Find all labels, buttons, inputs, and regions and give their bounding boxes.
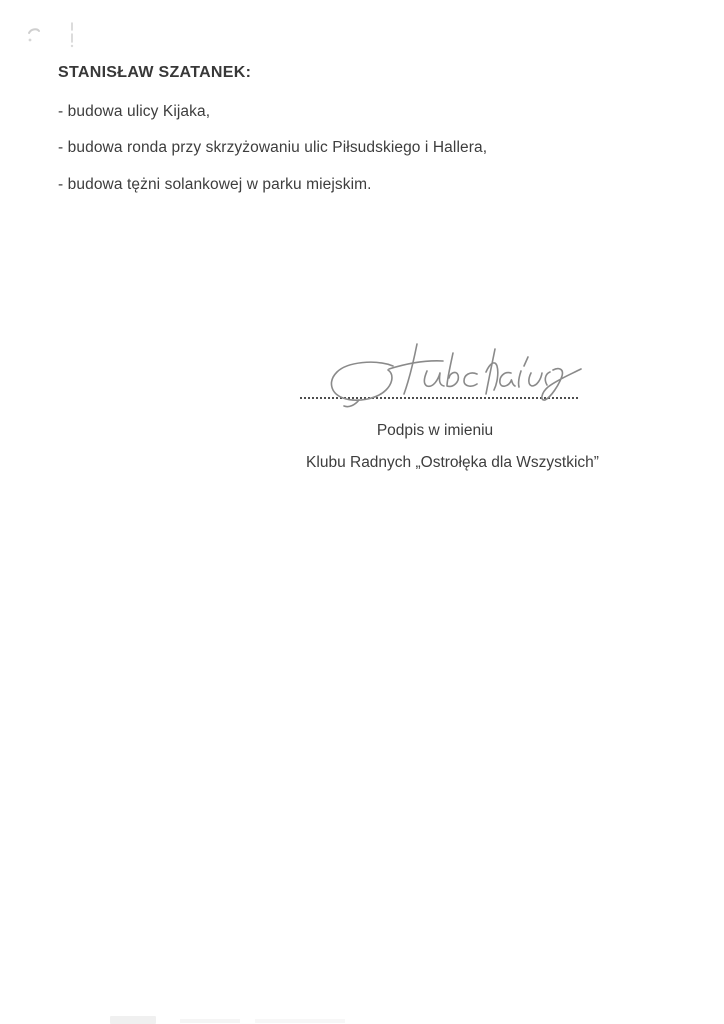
handwritten-signature-image: [297, 340, 587, 410]
scan-artifact-mark: [27, 27, 45, 45]
signature-caption-line1: Podpis w imieniu: [376, 422, 494, 439]
list-item: - budowa ronda przy skrzyżowaniu ulic Piłsudskiego i Hallera,: [58, 139, 488, 156]
signature-caption-line2: Klubu Radnych „Ostrołęka dla Wszystkich”: [306, 454, 599, 471]
scan-artifact-bottom: [110, 1016, 156, 1024]
scan-artifact-bottom: [180, 1019, 240, 1023]
scan-artifact-line: [68, 22, 76, 48]
signature-block: [297, 340, 587, 410]
page-title: STANISŁAW SZATANEK:: [58, 64, 252, 81]
list-item: - budowa ulicy Kijaka,: [58, 103, 211, 120]
scan-artifact-bottom: [255, 1019, 345, 1023]
list-item: - budowa tężni solankowej w parku miejskim.: [58, 176, 372, 193]
